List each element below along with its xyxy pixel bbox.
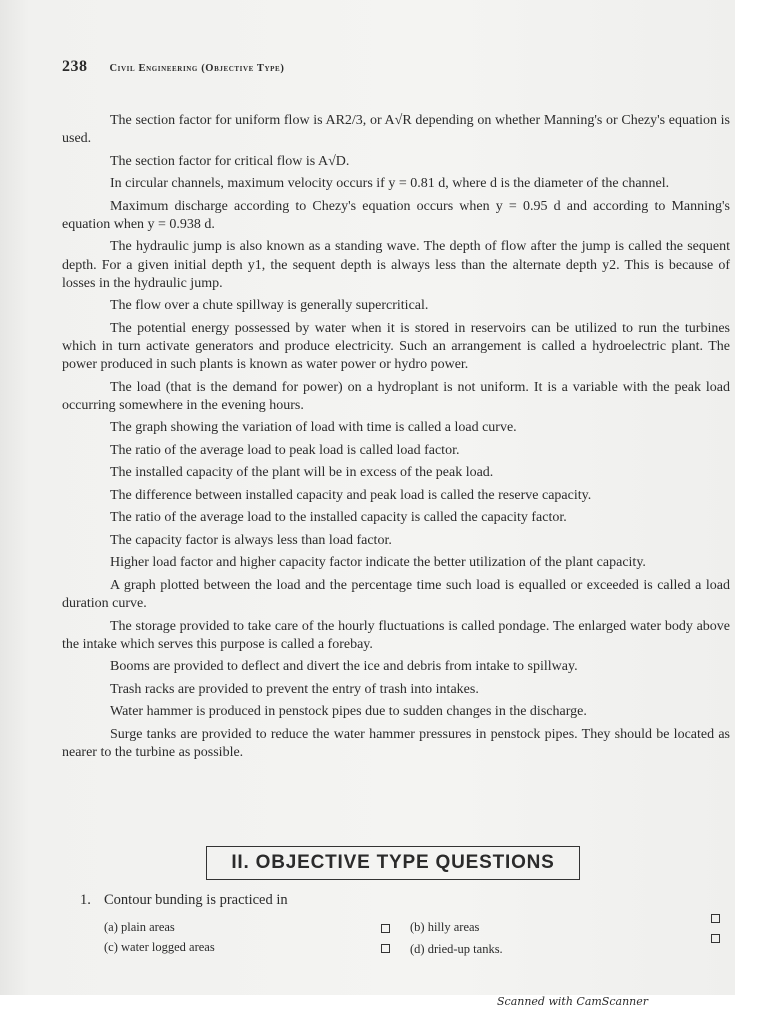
body-text bbox=[62, 112, 730, 767]
paragraph: The difference between installed capacity and peak load is called the reserve capacity. bbox=[110, 487, 592, 503]
paragraph: Trash racks are provided to prevent the entry of trash into intakes. bbox=[110, 681, 479, 697]
paragraph: The storage provided to take care of the hourly fluctuations is called pondage. The enlarged water body above the intake which serves this purpose is called a forebay. bbox=[62, 618, 730, 652]
paragraph: Booms are provided to deflect and divert the ice and debris from intake to spillway. bbox=[110, 659, 578, 675]
paragraph: The flow over a chute spillway is generally supercritical. bbox=[110, 298, 429, 314]
option-checkbox-d[interactable] bbox=[711, 934, 720, 943]
option-checkbox-b[interactable] bbox=[711, 914, 720, 923]
paragraph: The potential energy possessed by water when it is stored in reservoirs can be utilized to run the turbines which in turn activate generators and produce electricity. Such an arrangement is called a hydroelectric plant. The power produced in such plants is known as water power or hydro power. bbox=[62, 320, 730, 373]
paragraph: The ratio of the average load to peak load is called load factor. bbox=[110, 442, 460, 458]
paragraph: The capacity factor is always less than load factor. bbox=[110, 532, 392, 548]
paragraph: The ratio of the average load to the installed capacity is called the capacity factor. bbox=[110, 510, 567, 526]
paragraph: A graph plotted between the load and the percentage time such load is equalled or exceeded is called a load duration curve. bbox=[62, 577, 730, 612]
paragraph: The hydraulic jump is also known as a standing wave. The depth of flow after the jump is called the sequent depth. For a given initial depth y1, the sequent depth is always less than the alternate depth y2. This is because of losses in the hydraulic jump. bbox=[62, 239, 730, 291]
option-checkbox-a[interactable] bbox=[381, 924, 390, 933]
option-b: (b) hilly areas bbox=[410, 920, 480, 934]
option-c: (c) water logged areas bbox=[104, 940, 215, 954]
paragraph: The section factor for critical flow is A√D. bbox=[110, 153, 350, 169]
paragraph: Higher load factor and higher capacity factor indicate the better utilization of the plant capacity. bbox=[110, 555, 646, 571]
question-text: Contour bunding is practiced in bbox=[104, 892, 288, 908]
page-header bbox=[62, 58, 284, 76]
scanner-stamp: Scanned with CamScanner bbox=[497, 995, 649, 1008]
page-margin-strip bbox=[735, 0, 768, 995]
running-head: Civil Engineering (Objective Type) bbox=[109, 63, 285, 74]
option-a: (a) plain areas bbox=[104, 920, 175, 934]
section-heading-box bbox=[206, 846, 580, 880]
section-title: II. OBJECTIVE TYPE QUESTIONS bbox=[231, 852, 555, 873]
option-checkbox-c[interactable] bbox=[381, 944, 390, 953]
paragraph: Water hammer is produced in penstock pipes due to sudden changes in the discharge. bbox=[110, 704, 587, 720]
paragraph: The load (that is the demand for power) on a hydroplant is not uniform. It is a variable with the peak load occurring somewhere in the evening hours. bbox=[62, 379, 730, 413]
option-d: (d) dried-up tanks. bbox=[410, 942, 503, 956]
page-number: 238 bbox=[62, 58, 88, 75]
paragraph: The installed capacity of the plant will be in excess of the peak load. bbox=[110, 465, 494, 481]
paragraph: Maximum discharge according to Chezy's equation occurs when y = 0.95 d and according to Manning's equation when y = 0.938 d. bbox=[62, 198, 730, 232]
question-number: 1. bbox=[80, 892, 91, 908]
paragraph: The section factor for uniform flow is AR2/3, or A√R depending on whether Manning's or Chezy's equation is used. bbox=[62, 113, 730, 147]
paragraph: The graph showing the variation of load with time is called a load curve. bbox=[110, 420, 517, 436]
paragraph: Surge tanks are provided to reduce the water hammer pressures in penstock pipes. They should be located as nearer to the turbine as possible. bbox=[62, 726, 730, 761]
paragraph: In circular channels, maximum velocity occurs if y = 0.81 d, where d is the diameter of the channel. bbox=[110, 176, 670, 192]
